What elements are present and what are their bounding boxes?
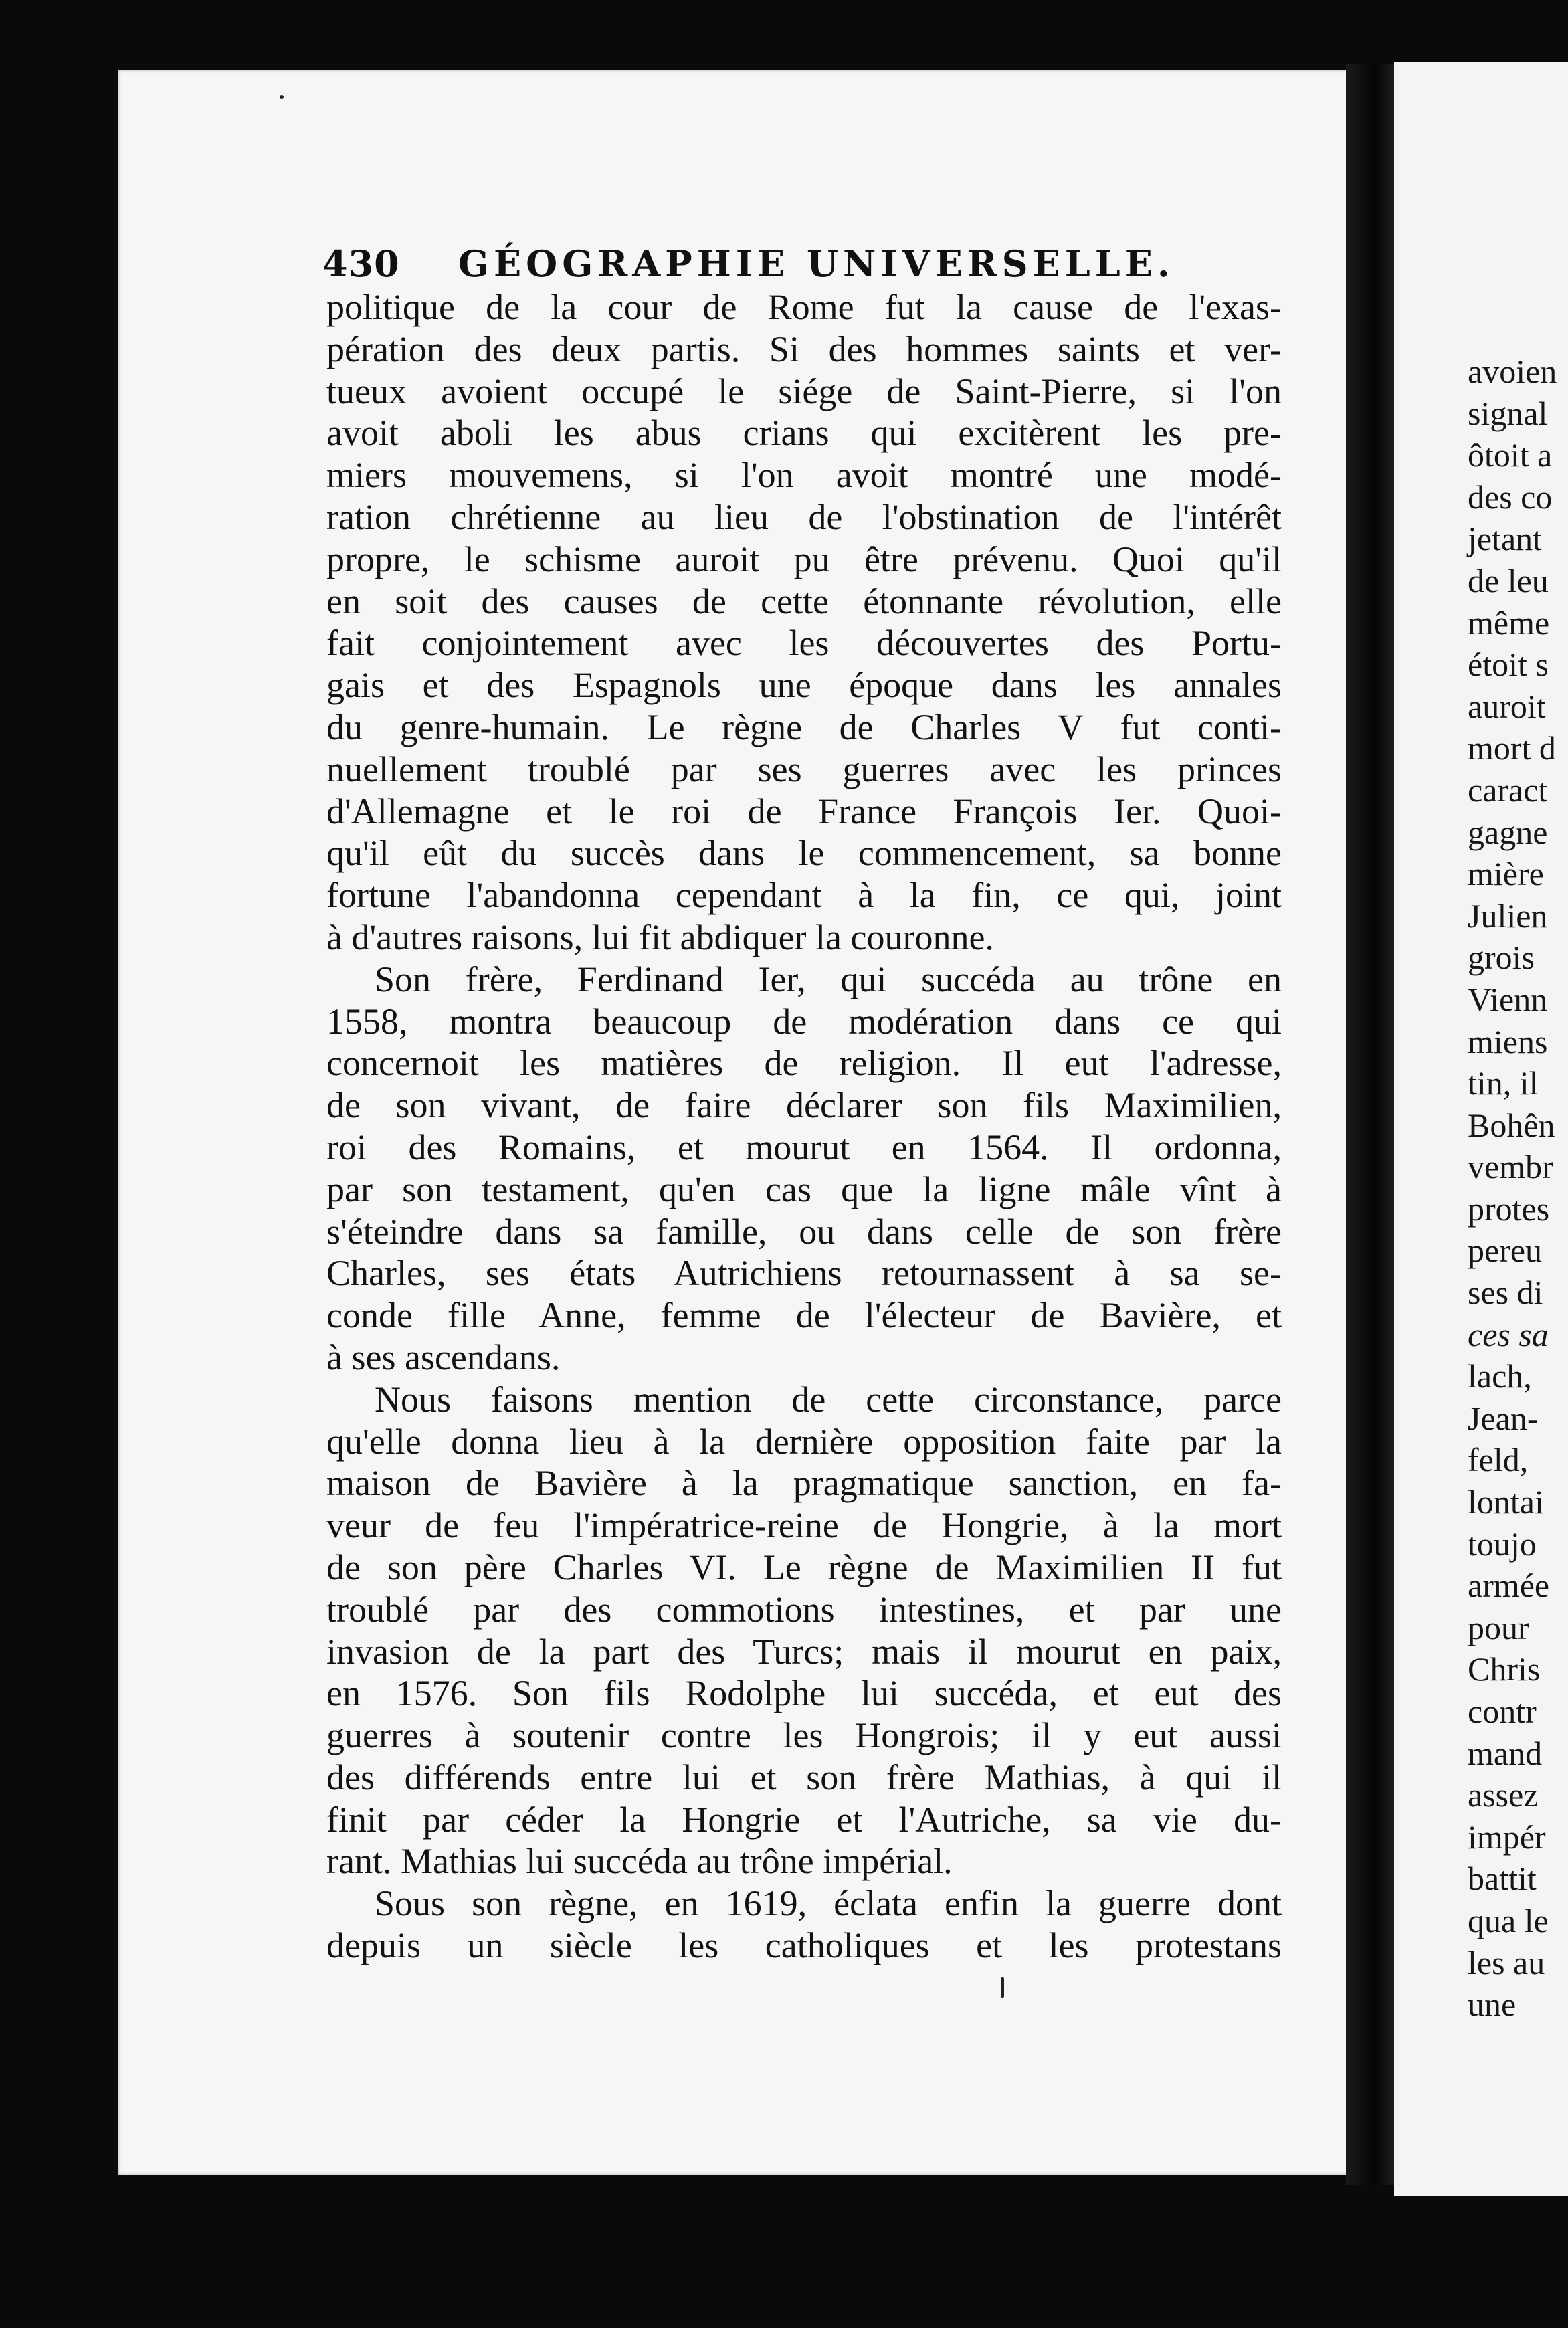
running-title: GÉOGRAPHIE UNIVERSELLE. [458,242,1175,285]
fragment-line: qua le [1468,1901,1549,1939]
text-line: à d'autres raisons, lui fit abdiquer la couronne. [326,916,994,957]
fragment-line: auroit [1468,687,1546,725]
fragment-line: vembr [1468,1148,1553,1186]
fragment-line: avoien [1468,353,1557,390]
fragment-line: battit [1468,1860,1537,1898]
text-line: depuis un siècle les catholiques et les protestans [326,1925,1282,1966]
text-line: Son frère, Ferdinand Ier, qui succéda au trône en [375,959,1282,999]
text-line: troublé par des commotions intestines, et par une [326,1589,1282,1630]
text-line: s'éteindre dans sa famille, ou dans celle de son frère [326,1211,1282,1252]
fragment-line: lach, [1468,1357,1532,1395]
text-line: des différends entre lui et son frère Mathias, à qui il [326,1757,1282,1798]
fragment-line: une [1468,1985,1516,2024]
ink-speck [280,95,284,99]
fragment-line: grois [1468,939,1535,977]
fragment-line: ses di [1468,1274,1543,1312]
text-line: miers mouvemens, si l'on avoit montré une modé- [326,455,1282,496]
fragment-line: miens [1468,1022,1548,1060]
text-line: 1558, montra beaucoup de modération dans ce qui [326,1001,1282,1042]
text-line: Sous son règne, en 1619, éclata enfin la guerre dont [375,1883,1282,1924]
fragment-line: signal [1468,394,1548,432]
text-line: invasion de la part des Turcs; mais il mourut en paix, [326,1631,1282,1672]
text-line: nuellement troublé par ses guerres avec les princes [326,749,1282,789]
fragment-line: même [1468,603,1550,642]
text-line: qu'elle donna lieu à la dernière opposition faite par la [326,1421,1282,1462]
ink-speck [1001,1977,1004,1998]
text-line: propre, le schisme auroit pu être prévenu. Quoi qu'il [326,539,1282,579]
text-line: qu'il eût du succès dans le commencement, sa bonne [326,833,1282,874]
fragment-line: de leu [1468,561,1549,599]
right-page-text [1468,351,1568,2026]
text-line: tueux avoient occupé le siége de Saint-Pierre, si l'on [326,371,1282,411]
fragment-line: lontai [1468,1483,1544,1521]
fragment-line: assez [1468,1776,1539,1814]
text-line: d'Allemagne et le roi de France François Ier. Quoi- [326,791,1282,832]
fragment-line: feld, [1468,1441,1529,1479]
fragment-line: jetant [1468,520,1543,558]
fragment-line: Jean- [1468,1399,1539,1437]
right-page [1394,62,1568,2196]
fragment-line: les au [1468,1943,1545,1981]
text-line: concernoit les matières de religion. Il eut l'adresse, [326,1043,1282,1084]
body-text [326,286,1282,1967]
text-line: pération des deux partis. Si des hommes saints et ver- [326,328,1282,369]
text-line: veur de feu l'impératrice-reine de Hongrie, à la mort [326,1505,1282,1546]
text-line: ration chrétienne au lieu de l'obstination de l'intérêt [326,496,1282,537]
text-line: maison de Bavière à la pragmatique sanction, en fa- [326,1463,1282,1504]
fragment-line: contr [1468,1692,1537,1730]
fragment-line: caract [1468,771,1548,809]
fragment-line: impér [1468,1818,1546,1856]
text-line: de son père Charles VI. Le règne de Maximilien II fut [326,1547,1282,1587]
text-line: politique de la cour de Rome fut la cause de l'exas- [326,287,1282,327]
fragment-line: Chris [1468,1650,1541,1688]
text-line: de son vivant, de faire déclarer son fils Maximilien, [326,1085,1282,1126]
fragment-line: des co [1468,478,1553,516]
fragment-line: protes [1468,1189,1550,1228]
book-gutter [1346,64,1394,2185]
fragment-line: tin, il [1468,1064,1539,1102]
fragment-line: mière [1468,855,1544,893]
running-head [322,242,1175,285]
fragment-line: armée [1468,1567,1550,1605]
fragment-line: Bohên [1468,1106,1555,1144]
text-line: guerres à soutenir contre les Hongrois; il y eut aussi [326,1715,1282,1756]
text-line: Nous faisons mention de cette circonstance, parce [375,1379,1282,1420]
fragment-line: pereu [1468,1232,1543,1270]
fragment-line: gagne [1468,813,1548,851]
text-line: fait conjointement avec les découvertes des Portu- [326,623,1282,664]
text-line: finit par céder la Hongrie et l'Autriche, sa vie du- [326,1799,1282,1840]
text-line: rant. Mathias lui succéda au trône impérial. [326,1841,953,1882]
text-line: gais et des Espagnols une époque dans les annales [326,665,1282,706]
fragment-line: mand [1468,1734,1543,1772]
fragment-line: pour [1468,1608,1529,1646]
fragment-line: toujo [1468,1525,1537,1563]
text-line: conde fille Anne, femme de l'électeur de Bavière, et [326,1295,1282,1336]
text-line: en 1576. Son fils Rodolphe lui succéda, et eut des [326,1673,1282,1714]
text-line: fortune l'abandonna cependant à la fin, ce qui, joint [326,875,1282,916]
fragment-line: Vienn [1468,980,1548,1018]
fragment-line: ôtoit a [1468,436,1553,474]
text-line: avoit aboli les abus crians qui excitèrent les pre- [326,413,1282,454]
fragment-line: Julien [1468,896,1548,935]
text-line: en soit des causes de cette étonnante révolution, elle [326,581,1282,621]
text-line: Charles, ses états Autrichiens retournassent à sa se- [326,1253,1282,1294]
text-line: roi des Romains, et mourut en 1564. Il ordonna, [326,1127,1282,1167]
fragment-line: ces sa [1468,1315,1549,1353]
page-number: 430 [322,242,400,285]
text-line: par son testament, qu'en cas que la ligne mâle vînt à [326,1169,1282,1209]
fragment-line: mort d [1468,729,1556,767]
text-line: du genre-humain. Le règne de Charles V fut conti- [326,706,1282,747]
text-line: à ses ascendans. [326,1337,561,1377]
fragment-line: étoit s [1468,646,1549,684]
